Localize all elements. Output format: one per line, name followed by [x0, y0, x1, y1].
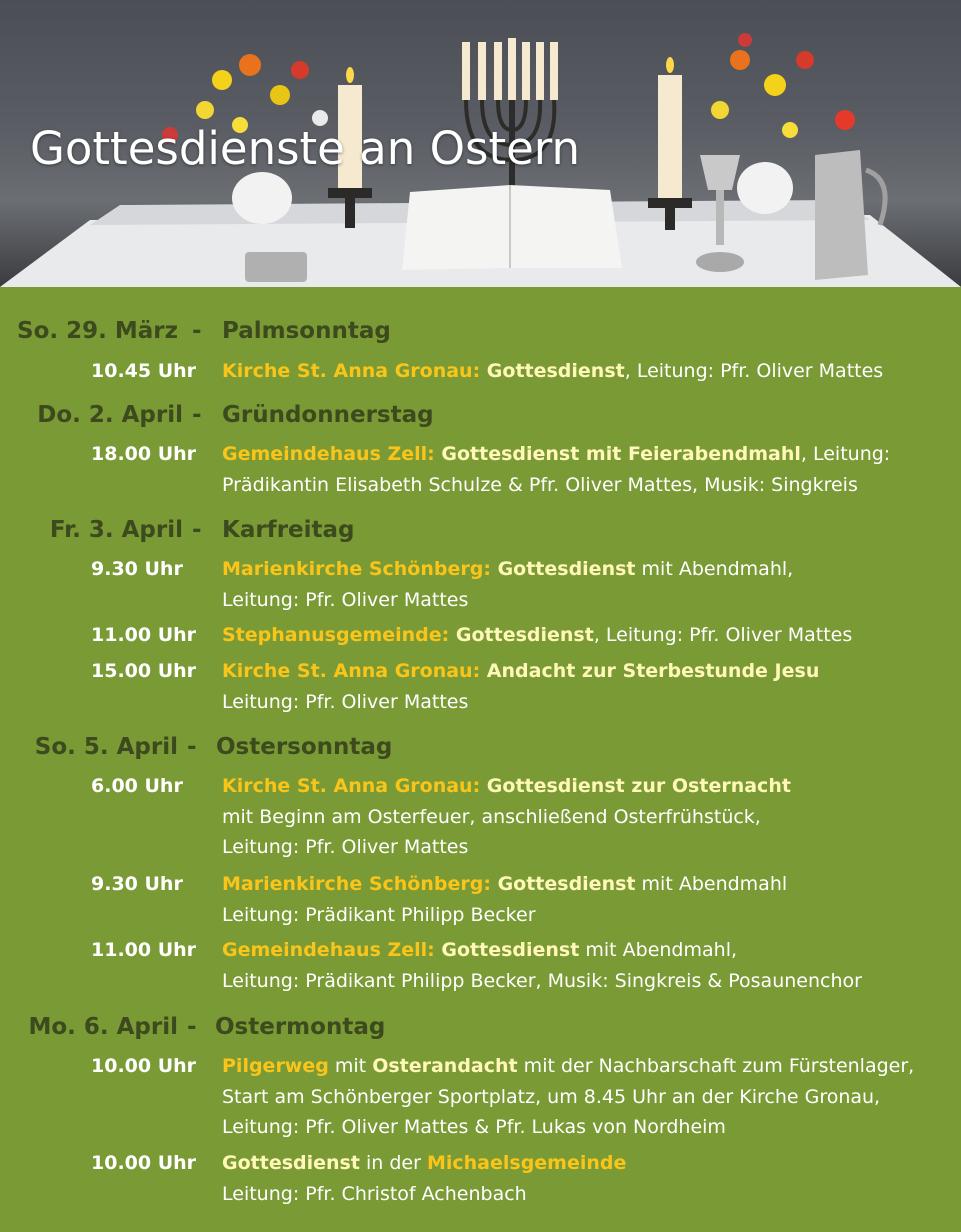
event-title: Gottesdienst mit Feierabendmahl [441, 443, 801, 465]
event-description [222, 656, 819, 717]
event-line [222, 687, 819, 718]
day-name: Ostermontag [215, 1014, 386, 1040]
event-line [222, 802, 791, 833]
event-line [222, 1082, 914, 1113]
event-time: 10.00 Uhr [91, 1152, 197, 1174]
event-line [222, 771, 791, 802]
event-line [222, 470, 890, 501]
event-description [222, 771, 791, 863]
event-time: 10.45 Uhr [91, 360, 197, 382]
day-name: Karfreitag [222, 517, 355, 543]
day-date: Do. 2. April [37, 402, 183, 428]
event-location: Gemeindehaus Zell: [222, 443, 442, 465]
schedule [0, 287, 961, 1232]
event-text: Leitung: Pfr. Oliver Mattes [222, 690, 469, 713]
event-line [222, 935, 862, 966]
event-line [222, 656, 819, 687]
event-text: Prädikantin Elisabeth Schulze & Pfr. Oliver Mattes, Musik: Singkreis [222, 473, 858, 496]
event-text: in der [359, 1152, 427, 1174]
event-title: Osterandacht [372, 1055, 518, 1077]
event-location: Marienkirche Schönberg: [222, 873, 498, 895]
event-text: Leitung: Pfr. Oliver Mattes & Pfr. Lukas von Nordheim [222, 1116, 726, 1138]
event-location: Stephanusgemeinde: [222, 624, 456, 646]
event-line [222, 585, 793, 616]
event-description [222, 935, 862, 996]
event-line [222, 1112, 914, 1143]
event-description [222, 356, 883, 387]
event-text: mit Abendmahl [635, 873, 788, 895]
event-description [222, 1051, 914, 1143]
event-highlight: Pilgerweg [222, 1055, 329, 1077]
day-name: Ostersonntag [216, 734, 393, 760]
event-text: mit der Nachbarschaft zum Fürstenlager, [517, 1055, 915, 1077]
day-date: Mo. 6. April [28, 1014, 178, 1040]
event-description [222, 1148, 626, 1209]
event-line [222, 439, 890, 470]
day-date: Fr. 3. April [49, 517, 183, 543]
event-title: Gottesdienst [497, 558, 636, 580]
day-separator: - [187, 734, 197, 760]
event-description [222, 620, 852, 651]
day-name: Gründonnerstag [222, 402, 434, 428]
event-title: Gottesdienst zur Osternacht [486, 775, 791, 797]
day-name: Palmsonntag [222, 318, 391, 344]
event-line [222, 554, 793, 585]
event-text: , Leitung: Pfr. Oliver Mattes [593, 624, 853, 646]
event-location: Gemeindehaus Zell: [222, 939, 442, 961]
event-line [222, 869, 787, 900]
event-time: 11.00 Uhr [91, 939, 197, 961]
event-text: mit Beginn am Osterfeuer, anschließend Osterfrühstück, [222, 805, 761, 828]
event-time: 9.30 Uhr [91, 873, 183, 895]
event-location: Marienkirche Schönberg: [222, 558, 498, 580]
event-description [222, 439, 890, 500]
event-title: Gottesdienst [486, 360, 625, 382]
day-separator: - [192, 318, 202, 344]
event-description [222, 554, 793, 615]
day-separator: - [192, 402, 202, 428]
day-date: So. 5. April [34, 734, 178, 760]
event-text: Leitung: Prädikant Philipp Becker, Musik: Singkreis & Posaunenchor [222, 969, 862, 992]
event-line [222, 620, 852, 651]
header-photo [0, 0, 961, 287]
event-text: , Leitung: Pfr. Oliver Mattes [624, 360, 884, 382]
event-time: 15.00 Uhr [91, 660, 197, 682]
event-title: Gottesdienst [497, 873, 636, 895]
page-title: Gottesdienste an Ostern [30, 122, 580, 175]
event-line [222, 966, 862, 997]
event-text: Start am Schönberger Sportplatz, um 8.45 Uhr an der Kirche Gronau, [222, 1085, 881, 1108]
event-location: Kirche St. Anna Gronau: [222, 360, 487, 382]
event-text: Leitung: Pfr. Christof Achenbach [222, 1182, 527, 1205]
event-text: Leitung: Pfr. Oliver Mattes [222, 588, 469, 611]
day-date: So. 29. März [17, 318, 178, 344]
event-line [222, 1179, 626, 1210]
event-title: Gottesdienst [441, 939, 580, 961]
day-separator: - [192, 517, 202, 543]
event-time: 10.00 Uhr [91, 1055, 197, 1077]
event-text: Leitung: Pfr. Oliver Mattes [222, 836, 469, 858]
event-highlight: Michaelsgemeinde [426, 1152, 627, 1174]
day-separator: - [187, 1014, 197, 1040]
event-line [222, 1148, 626, 1179]
event-text: mit [328, 1055, 373, 1077]
event-title: Andacht zur Sterbestunde Jesu [486, 660, 820, 682]
event-text: mit Abendmahl, [579, 939, 738, 961]
event-title: Gottesdienst [455, 624, 594, 646]
event-text: , Leitung: [800, 443, 891, 465]
event-line [222, 832, 791, 863]
event-line [222, 900, 787, 931]
event-line [222, 1051, 914, 1082]
event-time: 18.00 Uhr [91, 443, 197, 465]
event-location: Kirche St. Anna Gronau: [222, 775, 487, 797]
event-title: Gottesdienst [222, 1152, 360, 1174]
event-time: 11.00 Uhr [91, 624, 197, 646]
event-time: 6.00 Uhr [91, 775, 183, 797]
event-text: Leitung: Prädikant Philipp Becker [222, 903, 536, 926]
event-line [222, 356, 883, 387]
event-time: 9.30 Uhr [91, 558, 183, 580]
event-location: Kirche St. Anna Gronau: [222, 660, 487, 682]
event-text: mit Abendmahl, [635, 558, 794, 580]
event-description [222, 869, 787, 930]
